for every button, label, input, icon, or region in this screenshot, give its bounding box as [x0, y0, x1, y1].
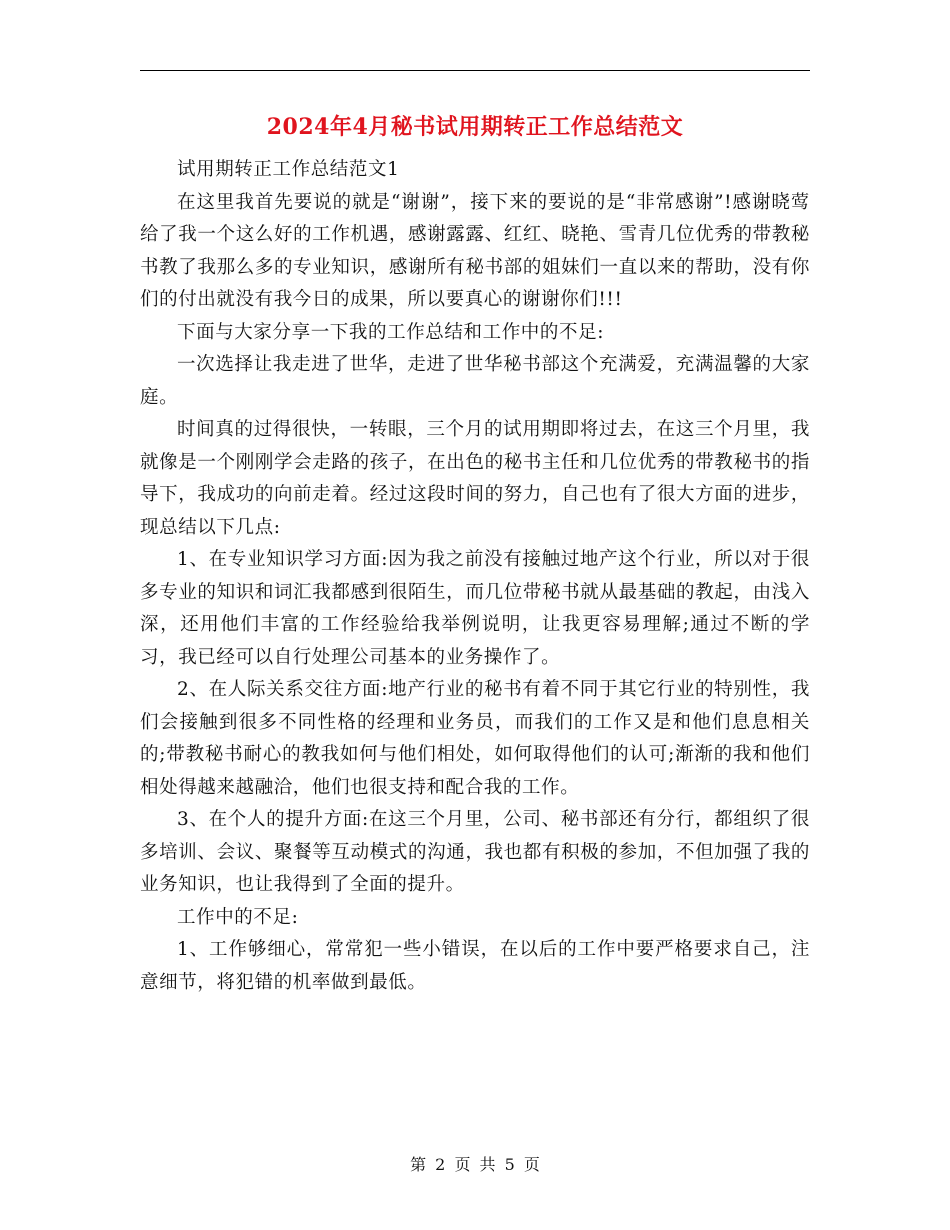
paragraph-time: 时间真的过得很快，一转眼，三个月的试用期即将过去，在这三个月里，我就像是一个刚刚学会走路的孩子，在出色的秘书主任和几位优秀的带教秘书的指导下，我成功的向前走着。经过这段时间的努力，自己也有了很大方面的进步，现总结以下几点: — [140, 419, 810, 538]
paragraph-intro: 下面与大家分享一下我的工作总结和工作中的不足: — [177, 321, 605, 343]
document-body — [140, 154, 810, 999]
paragraph-shortcomings-heading: 工作中的不足: — [177, 906, 299, 928]
paragraph-point-3: 3、在个人的提升方面:在这三个月里，公司、秘书部还有分行，都组织了很多培训、会议、聚餐等互动模式的沟通，我也都有积极的参加，不但加强了我的业务知识，也让我得到了全面的提升。 — [140, 809, 810, 895]
paragraph-point-1: 1、在专业知识学习方面:因为我之前没有接触过地产这个行业，所以对于很多专业的知识和词汇我都感到很陌生，而几位带秘书就从最基础的教起，由浅入深，还用他们丰富的工作经验给我举例说明，让我更容易理解;通过不断的学习，我已经可以自行处理公司基本的业务操作了。 — [140, 549, 810, 668]
paragraph-shortcoming-1: 1、工作够细心，常常犯一些小错误，在以后的工作中要严格要求自己，注意细节，将犯错的机率做到最低。 — [140, 939, 810, 993]
page-number-footer: 第 2 页 共 5 页 — [410, 1155, 540, 1174]
document-title: 2024年4月秘书试用期转正工作总结范文 — [266, 114, 684, 140]
paragraph-subtitle: 试用期转正工作总结范文1 — [177, 159, 400, 180]
paragraph-thanks: 在这里我首先要说的就是“谢谢”，接下来的要说的是“非常感谢”!感谢晓莺给了我一个这么好的工作机遇，感谢露露、红红、晓艳、雪青几位优秀的带教秘书教了我那么多的专业知识，感谢所有秘书部的姐妹们一直以来的帮助，没有你们的付出就没有我今日的成果，所以要真心的谢谢你们!!! — [140, 191, 810, 310]
paragraph-choice: 一次选择让我走进了世华，走进了世华秘书部这个充满爱，充满温馨的大家庭。 — [140, 354, 810, 408]
paragraph-point-2: 2、在人际关系交往方面:地产行业的秘书有着不同于其它行业的特别性，我们会接触到很多不同性格的经理和业务员，而我们的工作又是和他们息息相关的;带教秘书耐心的教我如何与他们相处，如何取得他们的认可;渐渐的我和他们相处得越来越融洽，他们也很支持和配合我的工作。 — [140, 679, 810, 798]
header-rule — [140, 70, 810, 71]
